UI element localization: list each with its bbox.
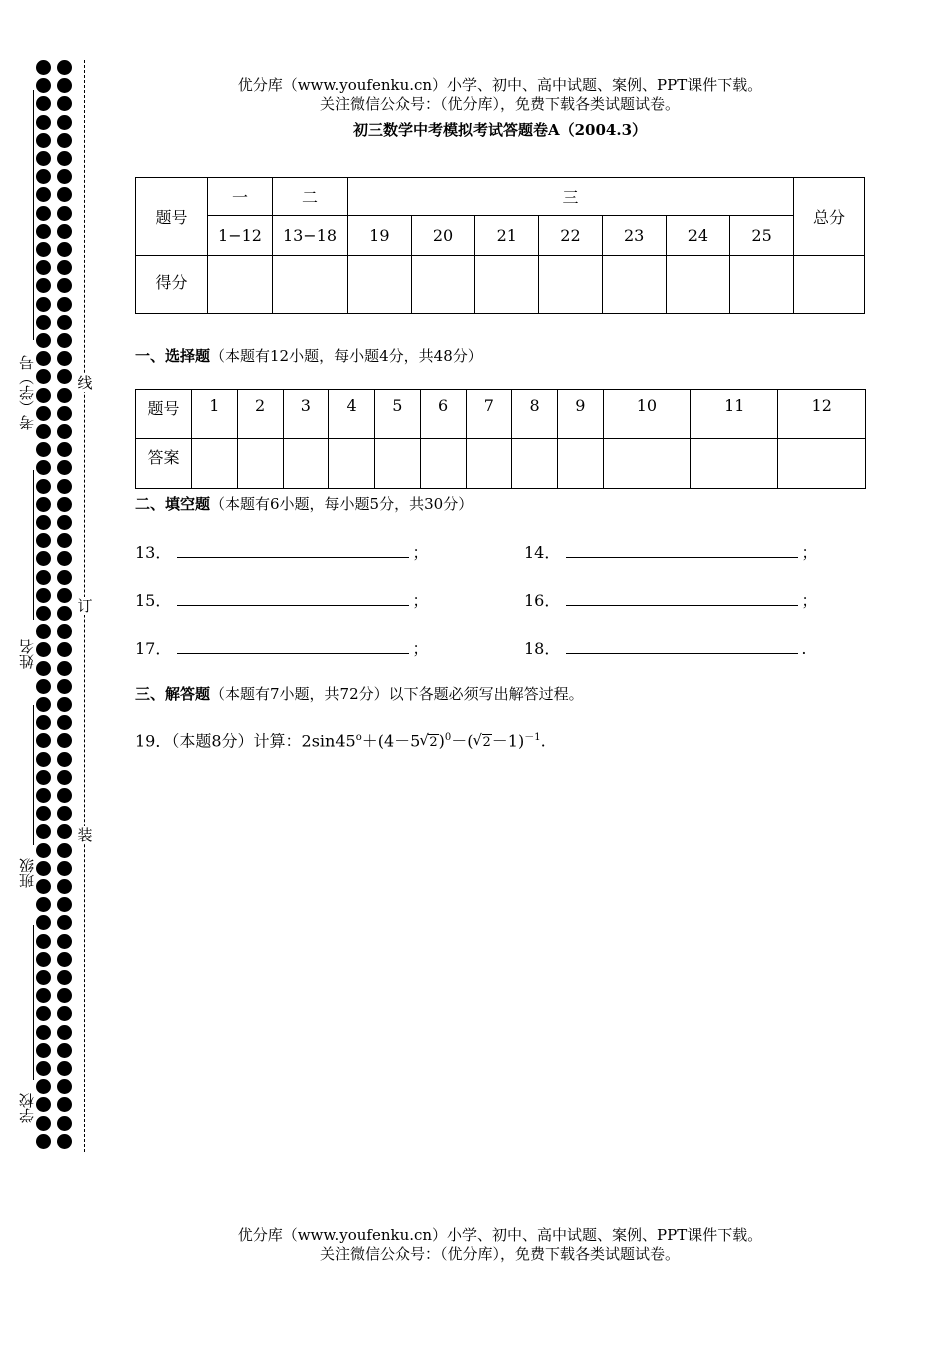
binding-hole: [36, 970, 51, 985]
binding-hole: [57, 843, 72, 858]
page-title: 初三数学中考模拟考试答题卷A（2004.3）: [352, 121, 648, 139]
binding-hole: [57, 96, 72, 111]
binding-hole: [36, 515, 51, 530]
binding-hole: [57, 60, 72, 75]
q19-text: .: [540, 731, 546, 751]
binding-hole: [36, 915, 51, 930]
choice-num: 8: [512, 390, 558, 439]
binding-hole: [57, 879, 72, 894]
choice-num: 10: [603, 390, 690, 439]
score-cell[interactable]: [208, 255, 273, 313]
binding-hole: [57, 151, 72, 166]
blank-15: [135, 588, 428, 611]
binding-hole: [36, 934, 51, 949]
binding-hole: [57, 133, 72, 148]
score-table-part1: 一: [208, 178, 273, 216]
binding-hole: [57, 770, 72, 785]
binding-hole: [36, 824, 51, 839]
binding-hole: [57, 242, 72, 257]
blank-number: 17．: [135, 639, 172, 658]
binding-hole: [36, 169, 51, 184]
score-cell[interactable]: [475, 255, 539, 313]
binding-hole: [36, 952, 51, 967]
school-line: [33, 925, 34, 1080]
score-cell[interactable]: [602, 255, 666, 313]
answer-cell[interactable]: [192, 439, 238, 489]
binding-hole: [57, 624, 72, 639]
blank-18: [524, 636, 806, 659]
answer-cell[interactable]: [466, 439, 512, 489]
score-cell[interactable]: [273, 255, 348, 313]
binding-hole: [36, 78, 51, 93]
binding-hole: [36, 133, 51, 148]
binding-hole: [57, 570, 72, 585]
score-table-sub: 13−18: [273, 216, 348, 255]
binding-hole: [57, 115, 72, 130]
binding-hole: [36, 588, 51, 603]
q19-text: －1): [491, 731, 525, 751]
section-3-title: 三、解答题: [135, 685, 211, 703]
blank-end: ；: [801, 591, 818, 610]
blank-end: ；: [412, 639, 429, 658]
blank-16: [524, 588, 817, 611]
binding-hole: [36, 224, 51, 239]
answer-line[interactable]: [177, 591, 409, 606]
score-table-sub: 1−12: [208, 216, 273, 255]
binding-hole: [36, 715, 51, 730]
blank-end: ；: [412, 591, 429, 610]
school-label: 学校: [18, 1093, 36, 1123]
binding-hole: [57, 733, 72, 748]
binding-hole: [36, 242, 51, 257]
binding-hole: [36, 697, 51, 712]
blank-number: 14．: [524, 543, 561, 562]
score-table-label-score: 得分: [136, 255, 208, 313]
blank-number: 18．: [524, 639, 561, 658]
answer-cell[interactable]: [558, 439, 604, 489]
binding-hole: [57, 588, 72, 603]
q19-exponent: －1: [524, 732, 541, 743]
answer-line[interactable]: [177, 639, 409, 654]
header-line-1: 优分库（www.youfenku.cn）小学、初中、高中试题、案例、PPT课件下载。: [237, 76, 763, 94]
binding-hole: [57, 388, 72, 403]
binding-hole: [57, 1079, 72, 1094]
q19-text: ＋(4－5: [361, 731, 421, 751]
binding-hole: [57, 424, 72, 439]
binding-hole: [57, 479, 72, 494]
score-table: [135, 177, 865, 314]
binding-hole: [36, 479, 51, 494]
binding-hole: [57, 824, 72, 839]
q19-text: ): [438, 731, 445, 751]
binding-hole: [57, 78, 72, 93]
answer-cell[interactable]: [778, 439, 866, 489]
choice-table-label-answer: 答案: [136, 439, 192, 489]
binding-hole: [36, 843, 51, 858]
footer-line-2: 关注微信公众号：（优分库），免费下载各类试题试卷。: [319, 1245, 680, 1263]
answer-cell[interactable]: [237, 439, 283, 489]
binding-hole: [57, 1025, 72, 1040]
q19-text: －(: [451, 731, 474, 751]
score-cell[interactable]: [666, 255, 730, 313]
binding-hole: [57, 442, 72, 457]
choice-num: 4: [329, 390, 375, 439]
binding-hole: [57, 169, 72, 184]
choice-num: 2: [237, 390, 283, 439]
binding-hole: [36, 206, 51, 221]
binding-hole: [57, 515, 72, 530]
binding-hole: [36, 988, 51, 1003]
q19-degree: o: [355, 732, 362, 743]
binding-hole: [36, 388, 51, 403]
choice-num: 9: [558, 390, 604, 439]
score-cell[interactable]: [411, 255, 475, 313]
score-table-sub: 20: [411, 216, 475, 255]
binding-hole: [36, 606, 51, 621]
binding-char-xian: 线: [77, 374, 93, 392]
answer-cell[interactable]: [375, 439, 421, 489]
binding-hole: [36, 679, 51, 694]
binding-hole: [57, 1043, 72, 1058]
binding-hole: [36, 187, 51, 202]
blank-end: ；: [412, 543, 429, 562]
section-2-heading: [135, 493, 473, 514]
binding-hole: [57, 679, 72, 694]
score-table-sub: 23: [602, 216, 666, 255]
binding-hole: [36, 497, 51, 512]
score-table-sub: 21: [475, 216, 539, 255]
binding-hole: [36, 260, 51, 275]
answer-cell[interactable]: [420, 439, 466, 489]
section-1-heading: [135, 345, 483, 366]
binding-hole: [57, 1097, 72, 1112]
binding-hole: [36, 624, 51, 639]
section-2-desc: （本题有6小题，每小题5分，共30分）: [210, 495, 474, 513]
binding-hole: [36, 1134, 51, 1149]
answer-cell[interactable]: [512, 439, 558, 489]
choice-num: 12: [778, 390, 866, 439]
binding-hole: [36, 861, 51, 876]
binding-hole: [57, 806, 72, 821]
answer-line[interactable]: [566, 543, 798, 558]
binding-hole: [36, 460, 51, 475]
binding-hole: [57, 187, 72, 202]
exam-number-label: 考（学）号: [18, 355, 36, 430]
binding-hole: [36, 1006, 51, 1021]
blank-end: .: [801, 639, 807, 658]
choice-num: 6: [420, 390, 466, 439]
exam-number-line: [33, 90, 34, 340]
binding-hole: [36, 333, 51, 348]
blank-number: 13．: [135, 543, 172, 562]
choice-num: 7: [466, 390, 512, 439]
blank-end: ；: [801, 543, 818, 562]
binding-hole: [36, 369, 51, 384]
binding-hole: [57, 661, 72, 676]
binding-hole: [36, 442, 51, 457]
binding-hole: [36, 551, 51, 566]
binding-hole: [57, 606, 72, 621]
section-1-title: 一、选择题: [135, 347, 211, 365]
binding-hole: [57, 988, 72, 1003]
choice-num: 11: [691, 390, 778, 439]
name-label: 姓名: [18, 639, 36, 669]
binding-hole: [57, 351, 72, 366]
q19-text: 19．（本题8分）计算：2sin45: [135, 731, 356, 751]
q19-sqrt: √ 2: [428, 734, 438, 750]
binding-hole: [36, 733, 51, 748]
class-line: [33, 705, 34, 845]
binding-hole: [57, 369, 72, 384]
binding-hole: [36, 297, 51, 312]
footer-line-1: 优分库（www.youfenku.cn）小学、初中、高中试题、案例、PPT课件下载。: [237, 1226, 763, 1244]
binding-char-zhuang: 装: [77, 826, 93, 844]
section-2-title: 二、填空题: [135, 495, 211, 513]
binding-hole: [36, 661, 51, 676]
score-cell[interactable]: [730, 255, 794, 313]
choice-table: [135, 389, 866, 489]
q19-sqrt: √ 2: [482, 734, 492, 750]
binding-hole: [57, 970, 72, 985]
binding-hole: [57, 260, 72, 275]
blank-number: 16．: [524, 591, 561, 610]
name-line: [33, 470, 34, 620]
binding-hole: [36, 533, 51, 548]
binding-hole: [57, 915, 72, 930]
binding-hole: [36, 96, 51, 111]
binding-hole: [36, 1079, 51, 1094]
blank-17: [135, 636, 428, 659]
binding-hole: [36, 788, 51, 803]
binding-hole: [57, 697, 72, 712]
binding-hole: [57, 952, 72, 967]
binding-hole: [57, 551, 72, 566]
answer-cell[interactable]: [691, 439, 778, 489]
binding-hole: [57, 752, 72, 767]
score-table-label-num: 题号: [136, 178, 208, 256]
score-table-part3: 三: [348, 178, 794, 216]
binding-hole: [36, 424, 51, 439]
answer-cell[interactable]: [283, 439, 329, 489]
binding-hole: [36, 351, 51, 366]
score-table-sub: 19: [348, 216, 412, 255]
score-table-sub: 22: [539, 216, 603, 255]
binding-hole: [36, 770, 51, 785]
answer-cell[interactable]: [329, 439, 375, 489]
score-cell-total[interactable]: [794, 255, 865, 313]
binding-hole: [36, 1061, 51, 1076]
choice-num: 3: [283, 390, 329, 439]
binding-char-ding: 订: [77, 597, 93, 615]
binding-hole: [57, 1116, 72, 1131]
score-table-total: 总分: [794, 178, 865, 256]
binding-hole: [36, 570, 51, 585]
binding-hole: [36, 897, 51, 912]
binding-hole: [36, 752, 51, 767]
choice-num: 5: [375, 390, 421, 439]
binding-hole: [36, 879, 51, 894]
binding-hole: [57, 642, 72, 657]
answer-line[interactable]: [566, 591, 798, 606]
binding-hole: [57, 497, 72, 512]
binding-hole: [57, 934, 72, 949]
score-table-sub: 24: [666, 216, 730, 255]
binding-hole: [36, 1025, 51, 1040]
answer-cell[interactable]: [603, 439, 690, 489]
binding-hole: [36, 278, 51, 293]
binding-hole: [57, 1061, 72, 1076]
binding-hole: [36, 806, 51, 821]
choice-table-label-num: 题号: [136, 390, 192, 439]
binding-hole: [57, 460, 72, 475]
answer-line[interactable]: [177, 543, 409, 558]
score-table-sub: 25: [730, 216, 794, 255]
class-label: 班级: [18, 858, 36, 888]
section-1-desc: （本题有12小题，每小题4分，共48分）: [210, 347, 483, 365]
binding-hole: [36, 115, 51, 130]
binding-hole: [57, 897, 72, 912]
score-table-part2: 二: [273, 178, 348, 216]
binding-hole: [36, 406, 51, 421]
binding-hole: [57, 297, 72, 312]
binding-hole: [36, 642, 51, 657]
score-cell[interactable]: [348, 255, 412, 313]
binding-hole: [57, 206, 72, 221]
binding-hole: [36, 60, 51, 75]
binding-hole: [57, 406, 72, 421]
binding-hole: [36, 1043, 51, 1058]
binding-hole: [36, 151, 51, 166]
binding-hole: [57, 1134, 72, 1149]
score-cell[interactable]: [539, 255, 603, 313]
binding-hole: [57, 861, 72, 876]
header-line-2: 关注微信公众号：（优分库），免费下载各类试题试卷。: [319, 95, 680, 113]
binding-hole: [57, 278, 72, 293]
blank-number: 15．: [135, 591, 172, 610]
binding-holes: [36, 60, 74, 1155]
binding-hole: [57, 333, 72, 348]
blank-13: [135, 540, 428, 563]
binding-hole: [57, 715, 72, 730]
binding-hole: [57, 788, 72, 803]
binding-hole: [36, 1097, 51, 1112]
binding-hole: [57, 533, 72, 548]
blank-14: [524, 540, 817, 563]
binding-hole: [57, 315, 72, 330]
answer-line[interactable]: [566, 639, 798, 654]
section-3-desc: （本题有7小题，共72分）以下各题必须写出解答过程。: [210, 685, 584, 703]
binding-hole: [36, 1116, 51, 1131]
question-19: [135, 728, 546, 751]
binding-hole: [36, 315, 51, 330]
binding-hole: [57, 1006, 72, 1021]
section-3-heading: [135, 683, 584, 704]
q19-exponent: 0: [444, 732, 452, 743]
choice-num: 1: [192, 390, 238, 439]
binding-hole: [57, 224, 72, 239]
